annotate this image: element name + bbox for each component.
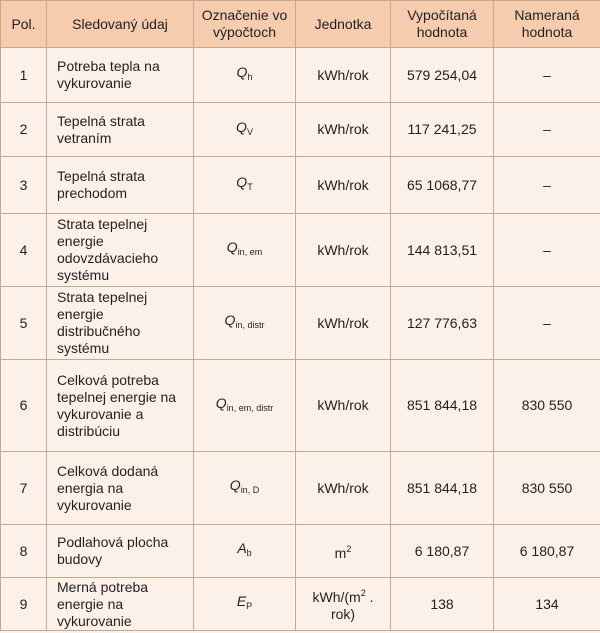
row-unit: kWh/rok bbox=[296, 360, 391, 452]
row-calculated-value: 138 bbox=[391, 578, 494, 631]
table-row bbox=[1, 287, 600, 360]
row-symbol: $Q_h$ bbox=[194, 48, 296, 103]
row-unit: kWh/rok bbox=[296, 157, 391, 214]
row-symbol: $Q_{in, distr}$ bbox=[194, 287, 296, 360]
row-description: Celková dodaná energia na vykurovanie bbox=[47, 452, 194, 525]
table-row bbox=[1, 103, 600, 157]
row-description: Merná potreba energie na vykurovanie bbox=[47, 578, 194, 631]
row-calculated-value: 127 776,63 bbox=[391, 287, 494, 360]
header-vypocitana-hodnota: Vypočítaná hodnota bbox=[391, 1, 494, 48]
row-calculated-value: 65 1068,77 bbox=[391, 157, 494, 214]
row-pol: 5 bbox=[1, 287, 47, 360]
table-row bbox=[1, 452, 600, 525]
table-row bbox=[1, 157, 600, 214]
table-row bbox=[1, 578, 600, 631]
row-pol: 8 bbox=[1, 525, 47, 578]
row-calculated-value: 117 241,25 bbox=[391, 103, 494, 157]
row-symbol: $Q_{in, em, distr}$ bbox=[194, 360, 296, 452]
row-unit: $m^2$ bbox=[296, 525, 391, 578]
row-pol: 4 bbox=[1, 214, 47, 287]
row-measured-value: – bbox=[494, 48, 600, 103]
table-header-row bbox=[1, 1, 600, 48]
row-calculated-value: 6 180,87 bbox=[391, 525, 494, 578]
row-measured-value: – bbox=[494, 214, 600, 287]
row-measured-value: 6 180,87 bbox=[494, 525, 600, 578]
row-measured-value: 830 550 bbox=[494, 452, 600, 525]
row-unit: kWh/rok bbox=[296, 48, 391, 103]
row-description: Strata tepelnej energie odovzdávacieho systému bbox=[47, 214, 194, 287]
row-measured-value: – bbox=[494, 287, 600, 360]
row-pol: 2 bbox=[1, 103, 47, 157]
row-unit: kWh/rok bbox=[296, 287, 391, 360]
row-unit: kWh/rok bbox=[296, 214, 391, 287]
row-measured-value: 134 bbox=[494, 578, 600, 631]
header-namerana-hodnota: Nameraná hodnota bbox=[494, 1, 600, 48]
header-jednotka: Jednotka bbox=[296, 1, 391, 48]
row-unit: kWh/rok bbox=[296, 452, 391, 525]
row-description: Podlahová plocha budovy bbox=[47, 525, 194, 578]
row-symbol: $E_P$ bbox=[194, 578, 296, 631]
table-row bbox=[1, 525, 600, 578]
row-calculated-value: 851 844,18 bbox=[391, 360, 494, 452]
table-row bbox=[1, 360, 600, 452]
row-pol: 9 bbox=[1, 578, 47, 631]
row-description: Potreba tepla na vykurovanie bbox=[47, 48, 194, 103]
header-sledovany-udaj: Sledovaný údaj bbox=[47, 1, 194, 48]
row-pol: 7 bbox=[1, 452, 47, 525]
row-symbol: $Q_{in, D}$ bbox=[194, 452, 296, 525]
row-unit: kWh/($m^2$ . rok) bbox=[296, 578, 391, 631]
row-measured-value: 830 550 bbox=[494, 360, 600, 452]
table-row bbox=[1, 48, 600, 103]
header-pol: Pol. bbox=[1, 1, 47, 48]
row-symbol: $Q_T$ bbox=[194, 157, 296, 214]
row-description: Tepelná strata prechodom bbox=[47, 157, 194, 214]
row-measured-value: – bbox=[494, 157, 600, 214]
header-oznacenie: Označenie vo výpočtoch bbox=[194, 1, 296, 48]
row-description: Strata tepelnej energie distribučného systému bbox=[47, 287, 194, 360]
row-unit: kWh/rok bbox=[296, 103, 391, 157]
row-calculated-value: 579 254,04 bbox=[391, 48, 494, 103]
row-pol: 3 bbox=[1, 157, 47, 214]
row-measured-value: – bbox=[494, 103, 600, 157]
row-pol: 1 bbox=[1, 48, 47, 103]
row-symbol: $Q_{in, em}$ bbox=[194, 214, 296, 287]
table-row bbox=[1, 214, 600, 287]
row-pol: 6 bbox=[1, 360, 47, 452]
row-calculated-value: 144 813,51 bbox=[391, 214, 494, 287]
row-description: Celková potreba tepelnej energie na vykurovanie a distribúciu bbox=[47, 360, 194, 452]
row-calculated-value: 851 844,18 bbox=[391, 452, 494, 525]
row-description: Tepelná strata vetraním bbox=[47, 103, 194, 157]
row-symbol: $A_b$ bbox=[194, 525, 296, 578]
row-symbol: $Q_V$ bbox=[194, 103, 296, 157]
